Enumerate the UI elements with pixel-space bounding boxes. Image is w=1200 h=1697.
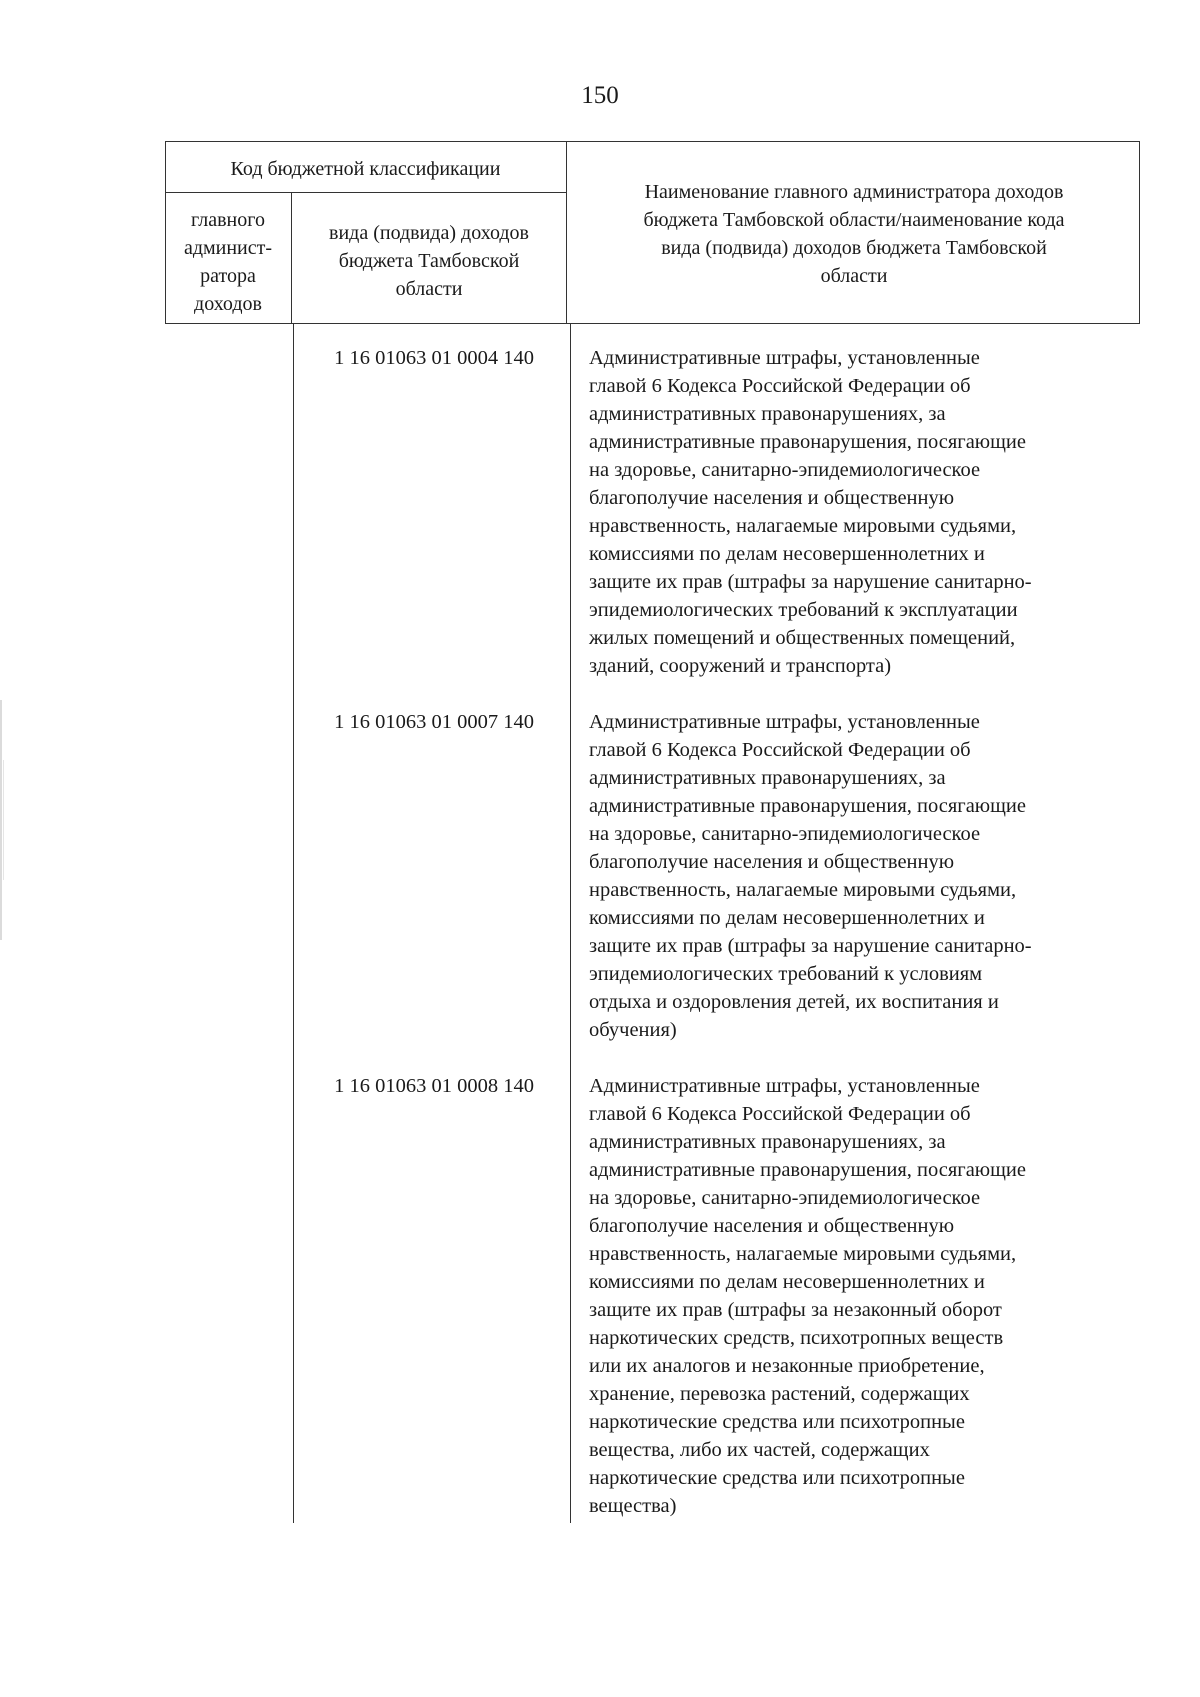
page-number: 150 [581, 82, 619, 109]
description-line: благополучие населения и общественную [589, 1215, 955, 1237]
header-admin-column [165, 206, 291, 318]
header-divider-main [566, 141, 567, 324]
description-line: главой 6 Кодекса Российской Федерации об [589, 1103, 971, 1125]
description-line: эпидемиологических требований к эксплуатации [589, 599, 1018, 621]
description-line: административных правонарушениях, за [589, 767, 946, 789]
table-row-description [589, 1072, 1149, 1520]
table-row-description [589, 344, 1149, 680]
scan-edge-mark [3, 760, 4, 880]
body-divider-name [570, 324, 571, 1523]
description-line: нравственность, налагаемые мировыми судьями, [589, 1243, 1017, 1265]
header-group-title: Код бюджетной классификации [230, 158, 501, 180]
description-line: Административные штрафы, установленные [589, 347, 980, 369]
description-line: комиссиями по делам несовершеннолетних и [589, 1271, 985, 1293]
description-line: благополучие населения и общественную [589, 487, 955, 509]
description-line: благополучие населения и общественную [589, 851, 955, 873]
description-line: эпидемиологических требований к условиям [589, 963, 983, 985]
description-line: отдыха и оздоровления детей, их воспитания и [589, 991, 999, 1013]
description-line: вещества, либо их частей, содержащих [589, 1439, 930, 1461]
header-admin-line: ратора [200, 265, 256, 287]
header-name-line: вида (подвида) доходов бюджета Тамбовской [661, 237, 1047, 259]
description-line: вещества) [589, 1495, 677, 1517]
description-line: защите их прав (штрафы за нарушение санитарно- [589, 935, 1032, 957]
description-line: наркотические средства или психотропные [589, 1467, 965, 1489]
description-line: нравственность, налагаемые мировыми судьями, [589, 515, 1017, 537]
description-line: нравственность, налагаемые мировыми судьями, [589, 879, 1017, 901]
table-row-code: 1 16 01063 01 0007 140 [334, 711, 534, 733]
description-line: административные правонарушения, посягающие [589, 795, 1026, 817]
header-admin-line: главного [191, 209, 265, 231]
scan-edge-mark [0, 700, 2, 940]
header-name-line: Наименование главного администратора доходов [644, 181, 1064, 203]
header-code-line: бюджета Тамбовской [338, 250, 520, 272]
header-admin-line: админист- [183, 237, 273, 259]
body-divider-code [293, 324, 294, 1523]
description-line: комиссиями по делам несовершеннолетних и [589, 543, 985, 565]
description-line: Административные штрафы, установленные [589, 1075, 980, 1097]
description-line: наркотические средства или психотропные [589, 1411, 965, 1433]
description-line: на здоровье, санитарно-эпидемиологическое [589, 459, 981, 481]
description-line: административные правонарушения, посягающие [589, 1159, 1026, 1181]
header-code-line: вида (подвида) доходов [329, 222, 529, 244]
description-line: главой 6 Кодекса Российской Федерации об [589, 739, 971, 761]
description-line: административные правонарушения, посягающие [589, 431, 1026, 453]
description-line: главой 6 Кодекса Российской Федерации об [589, 375, 971, 397]
header-name-line: области [820, 265, 888, 287]
header-name-line: бюджета Тамбовской области/наименование кода [643, 209, 1065, 231]
description-line: защите их прав (штрафы за незаконный оборот [589, 1299, 1002, 1321]
header-name-column [568, 178, 1140, 290]
table-row-description [589, 708, 1149, 1044]
table-row-code: 1 16 01063 01 0008 140 [334, 1075, 534, 1097]
description-line: Административные штрафы, установленные [589, 711, 980, 733]
description-line: комиссиями по делам несовершеннолетних и [589, 907, 985, 929]
description-line: наркотических средств, психотропных веществ [589, 1327, 1004, 1349]
description-line: или их аналогов и незаконные приобретение, [589, 1355, 985, 1377]
description-line: хранение, перевозка растений, содержащих [589, 1383, 970, 1405]
header-code-column [292, 219, 566, 303]
description-line: зданий, сооружений и транспорта) [589, 655, 892, 677]
description-line: обучения) [589, 1019, 677, 1041]
description-line: жилых помещений и общественных помещений, [589, 627, 1016, 649]
description-line: на здоровье, санитарно-эпидемиологическое [589, 1187, 981, 1209]
header-admin-line: доходов [194, 293, 262, 315]
table-row-code: 1 16 01063 01 0004 140 [334, 347, 534, 369]
header-divider-horizontal [165, 192, 567, 193]
description-line: защите их прав (штрафы за нарушение санитарно- [589, 571, 1032, 593]
header-code-line: области [395, 278, 463, 300]
description-line: административных правонарушениях, за [589, 1131, 946, 1153]
description-line: административных правонарушениях, за [589, 403, 946, 425]
description-line: на здоровье, санитарно-эпидемиологическое [589, 823, 981, 845]
